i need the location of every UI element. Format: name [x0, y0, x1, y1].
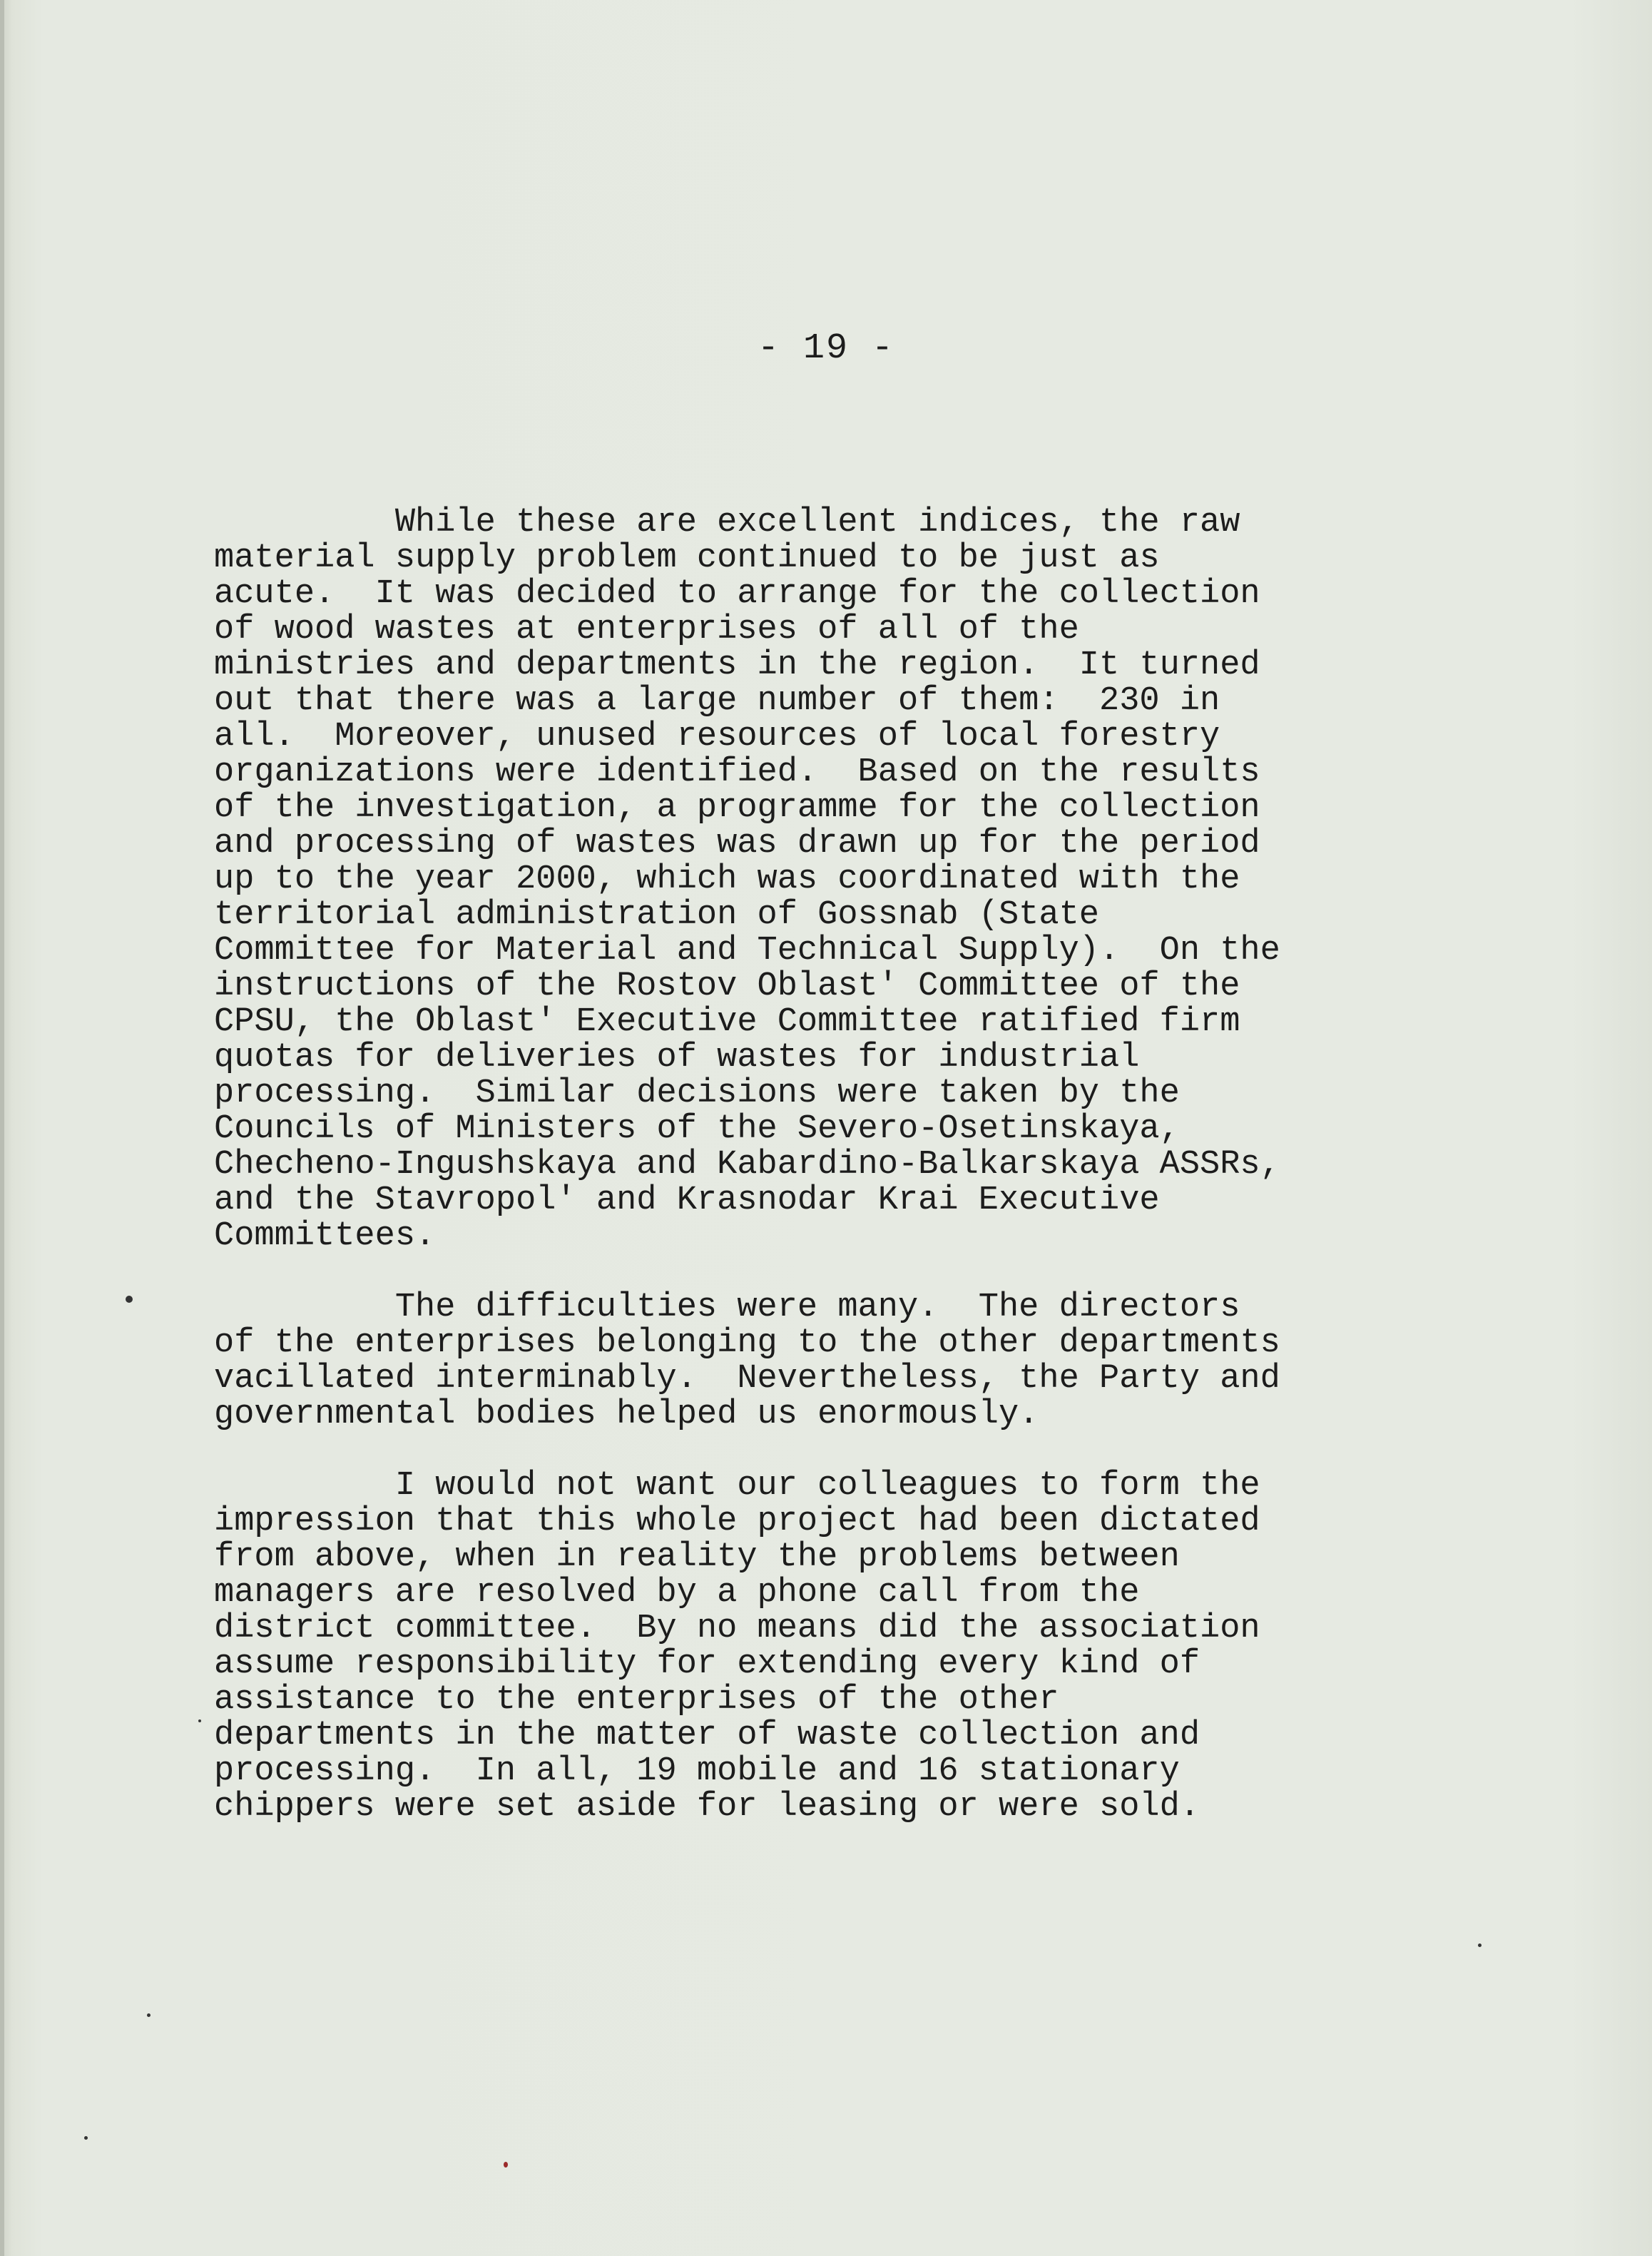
text-line: vacillated interminably. Nevertheless, the Party and: [214, 1360, 1280, 1398]
page-number: - 19 -: [757, 328, 895, 369]
text-line: Committee for Material and Technical Supply). On the: [214, 932, 1280, 970]
text-line: chippers were set aside for leasing or were sold.: [214, 1788, 1200, 1826]
scan-speck: [198, 1719, 201, 1722]
text-line: acute. It was decided to arrange for the collection: [214, 575, 1260, 613]
text-line: ministries and departments in the region. It turned: [214, 646, 1260, 684]
text-line: out that there was a large number of them: 230 in: [214, 682, 1220, 720]
text-line: processing. Similar decisions were taken by the: [214, 1074, 1180, 1112]
text-line: district committee. By no means did the association: [214, 1610, 1260, 1647]
text-line: assistance to the enterprises of the other: [214, 1681, 1059, 1719]
text-line: Checheno-Ingushskaya and Kabardino-Balkarskaya ASSRs,: [214, 1146, 1280, 1184]
text-line: of wood wastes at enterprises of all of the: [214, 611, 1079, 649]
text-line: from above, when in reality the problems between: [214, 1538, 1180, 1576]
text-line: organizations were identified. Based on the results: [214, 753, 1260, 791]
text-line: of the enterprises belonging to the other departments: [214, 1324, 1280, 1362]
scan-speck: [84, 2136, 88, 2140]
text-line: managers are resolved by a phone call from the: [214, 1574, 1140, 1612]
text-line: all. Moreover, unused resources of local forestry: [214, 718, 1220, 756]
text-line: governmental bodies helped us enormously.: [214, 1396, 1039, 1433]
text-line: I would not want our colleagues to form the: [214, 1467, 1260, 1505]
scan-speck: [504, 2162, 508, 2168]
scan-speck: [1478, 1943, 1482, 1947]
text-line: CPSU, the Oblast' Executive Committee ratified firm: [214, 1003, 1240, 1041]
text-line: Councils of Ministers of the Severo-Osetinskaya,: [214, 1110, 1180, 1148]
text-line: instructions of the Rostov Oblast' Committee of the: [214, 967, 1240, 1005]
text-line: material supply problem continued to be just as: [214, 539, 1160, 577]
body-text: [214, 505, 1412, 1861]
text-line: assume responsibility for extending every kind of: [214, 1645, 1200, 1683]
paragraph-3: [214, 1468, 1412, 1825]
text-line: While these are excellent indices, the raw: [214, 504, 1240, 542]
text-line: of the investigation, a programme for the collection: [214, 789, 1260, 827]
text-line: and the Stavropol' and Krasnodar Krai Executive: [214, 1182, 1160, 1219]
text-line: impression that this whole project had been dictated: [214, 1503, 1260, 1540]
scan-speck: [147, 2013, 151, 2017]
text-line: up to the year 2000, which was coordinated with the: [214, 860, 1240, 898]
paragraph-2: [214, 1290, 1412, 1433]
paragraph-1: [214, 505, 1412, 1254]
text-line: and processing of wastes was drawn up for the period: [214, 825, 1260, 863]
text-line: departments in the matter of waste collection and: [214, 1717, 1200, 1754]
text-line: Committees.: [214, 1217, 436, 1255]
text-line: The difficulties were many. The directors: [214, 1289, 1240, 1326]
text-line: territorial administration of Gossnab (State: [214, 896, 1100, 934]
text-line: quotas for deliveries of wastes for industrial: [214, 1039, 1140, 1077]
text-line: processing. In all, 19 mobile and 16 stationary: [214, 1752, 1180, 1790]
scan-speck: [126, 1296, 133, 1303]
